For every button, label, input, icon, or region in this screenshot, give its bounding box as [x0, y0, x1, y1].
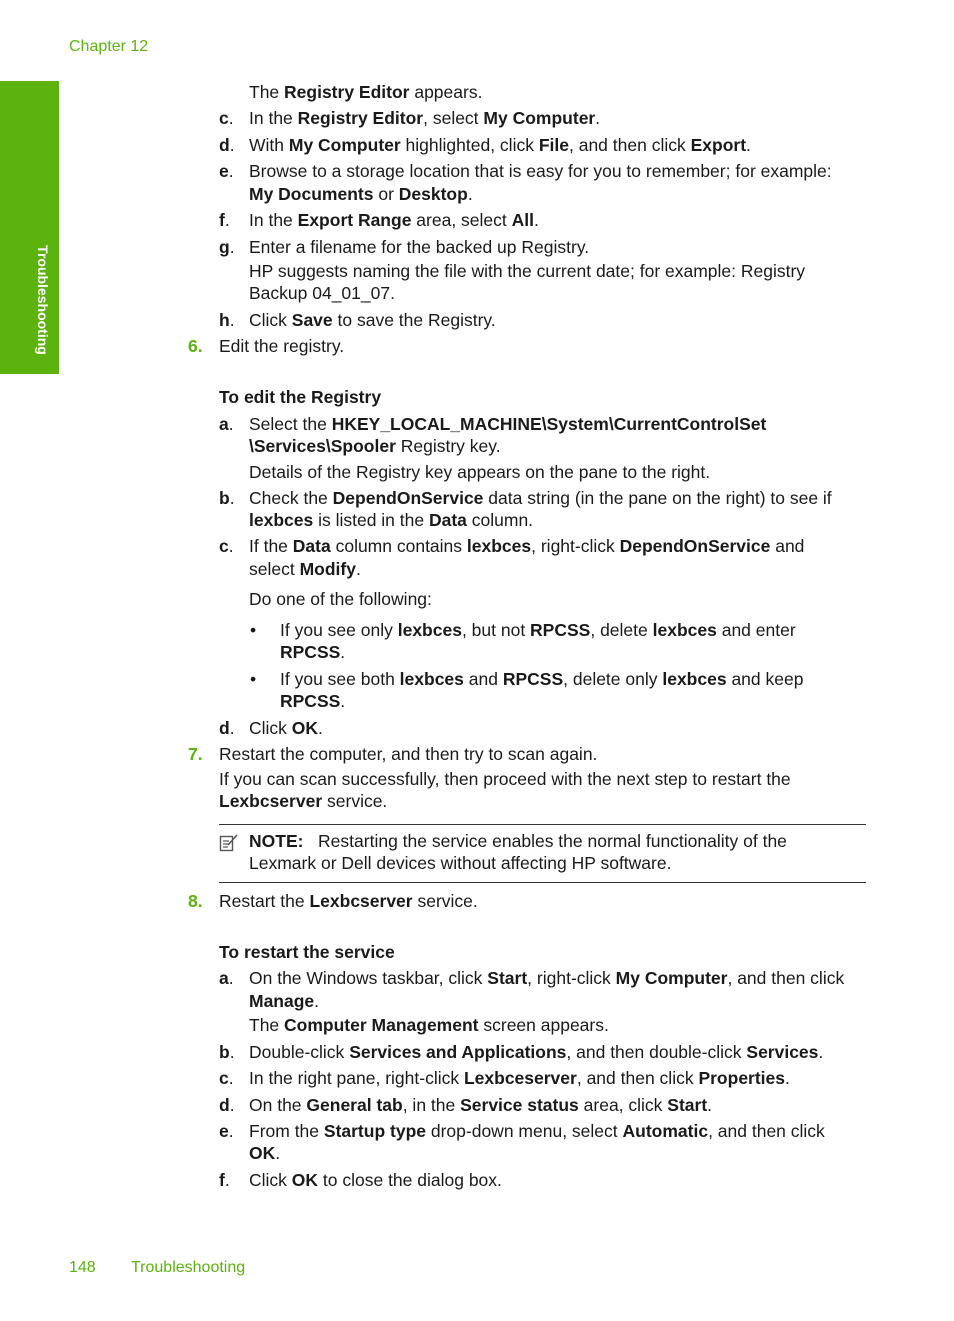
- step-marker: g.: [219, 237, 235, 257]
- step-marker: f.: [219, 1170, 230, 1190]
- text-line: select Modify.: [249, 559, 361, 579]
- text-line: Manage.: [249, 991, 320, 1011]
- text-line: On the General tab, in the Service status area, click Start.: [249, 1095, 713, 1115]
- procedure-heading: To edit the Registry: [219, 387, 382, 407]
- text-line: Browse to a storage location that is easy for you to remember; for example:: [249, 161, 832, 181]
- page-number: 148: [69, 1259, 96, 1276]
- text-line: Restart the Lexbcserver service.: [219, 891, 478, 911]
- step-marker: c.: [219, 536, 234, 556]
- procedure-heading: To restart the service: [219, 942, 395, 962]
- text-line: RPCSS.: [280, 691, 346, 711]
- text-line: OK.: [249, 1143, 281, 1163]
- step-marker: h.: [219, 310, 235, 330]
- step-number: 6.: [188, 336, 203, 356]
- text-line: From the Startup type drop-down menu, select Automatic, and then click: [249, 1121, 825, 1141]
- text-line: In the right pane, right-click Lexbceserver, and then click Properties.: [249, 1068, 790, 1088]
- step-number: 8.: [188, 891, 203, 911]
- step-marker: f.: [219, 210, 230, 230]
- text-line: Lexbcserver service.: [219, 791, 388, 811]
- text-line: The Registry Editor appears.: [249, 82, 483, 102]
- text-line: In the Registry Editor, select My Computer.: [249, 108, 601, 128]
- text-line: Click OK.: [249, 718, 323, 738]
- text-line: Do one of the following:: [249, 589, 432, 609]
- note-pencil-icon: [219, 833, 239, 853]
- text-line: My Documents or Desktop.: [249, 184, 473, 204]
- step-marker: d.: [219, 718, 235, 738]
- text-line: Restart the computer, and then try to scan again.: [219, 744, 598, 764]
- chapter-header: Chapter 12: [69, 38, 149, 55]
- bullet: •: [250, 669, 257, 689]
- text-line: lexbces is listed in the Data column.: [249, 510, 534, 530]
- text-line: Click OK to close the dialog box.: [249, 1170, 502, 1190]
- step-marker: a.: [219, 414, 234, 434]
- text-line: If you can scan successfully, then proceed with the next step to restart the: [219, 769, 791, 789]
- text-line: Backup 04_01_07.: [249, 283, 395, 303]
- step-marker: b.: [219, 1042, 235, 1062]
- step-marker: e.: [219, 161, 234, 181]
- text-line: Click Save to save the Registry.: [249, 310, 496, 330]
- sidebar-tab-label: Troubleshooting: [35, 245, 51, 355]
- text-line: If you see both lexbces and RPCSS, delete only lexbces and keep: [280, 669, 804, 689]
- text-line: If you see only lexbces, but not RPCSS, delete lexbces and enter: [280, 620, 796, 640]
- note-line: NOTE: Restarting the service enables the normal functionality of the: [249, 831, 787, 851]
- text-line: Edit the registry.: [219, 336, 345, 356]
- text-line: Double-click Services and Applications, and then double-click Services.: [249, 1042, 824, 1062]
- text-line: The Computer Management screen appears.: [249, 1015, 609, 1035]
- text-line: On the Windows taskbar, click Start, right-click My Computer, and then click: [249, 968, 845, 988]
- step-marker: b.: [219, 488, 235, 508]
- step-marker: d.: [219, 135, 235, 155]
- note-top-rule: [219, 824, 866, 825]
- text-line: Select the HKEY_LOCAL_MACHINE\System\CurrentControlSet: [249, 414, 767, 434]
- text-line: \Services\Spooler Registry key.: [249, 436, 501, 456]
- note-line: Lexmark or Dell devices without affecting HP software.: [249, 853, 672, 873]
- text-line: HP suggests naming the file with the current date; for example: Registry: [249, 261, 806, 281]
- text-line: In the Export Range area, select All.: [249, 210, 539, 230]
- text-line: Enter a filename for the backed up Registry.: [249, 237, 590, 257]
- step-number: 7.: [188, 744, 203, 764]
- footer-section: Troubleshooting: [131, 1259, 246, 1276]
- note-bottom-rule: [219, 882, 866, 883]
- text-line: RPCSS.: [280, 642, 346, 662]
- text-line: Details of the Registry key appears on the pane to the right.: [249, 462, 711, 482]
- text-line: If the Data column contains lexbces, right-click DependOnService and: [249, 536, 805, 556]
- step-marker: d.: [219, 1095, 235, 1115]
- step-marker: c.: [219, 1068, 234, 1088]
- step-marker: a.: [219, 968, 234, 988]
- text-line: Check the DependOnService data string (in the pane on the right) to see if: [249, 488, 832, 508]
- bullet: •: [250, 620, 257, 640]
- text-line: With My Computer highlighted, click File, and then click Export.: [249, 135, 751, 155]
- step-marker: e.: [219, 1121, 234, 1141]
- step-marker: c.: [219, 108, 234, 128]
